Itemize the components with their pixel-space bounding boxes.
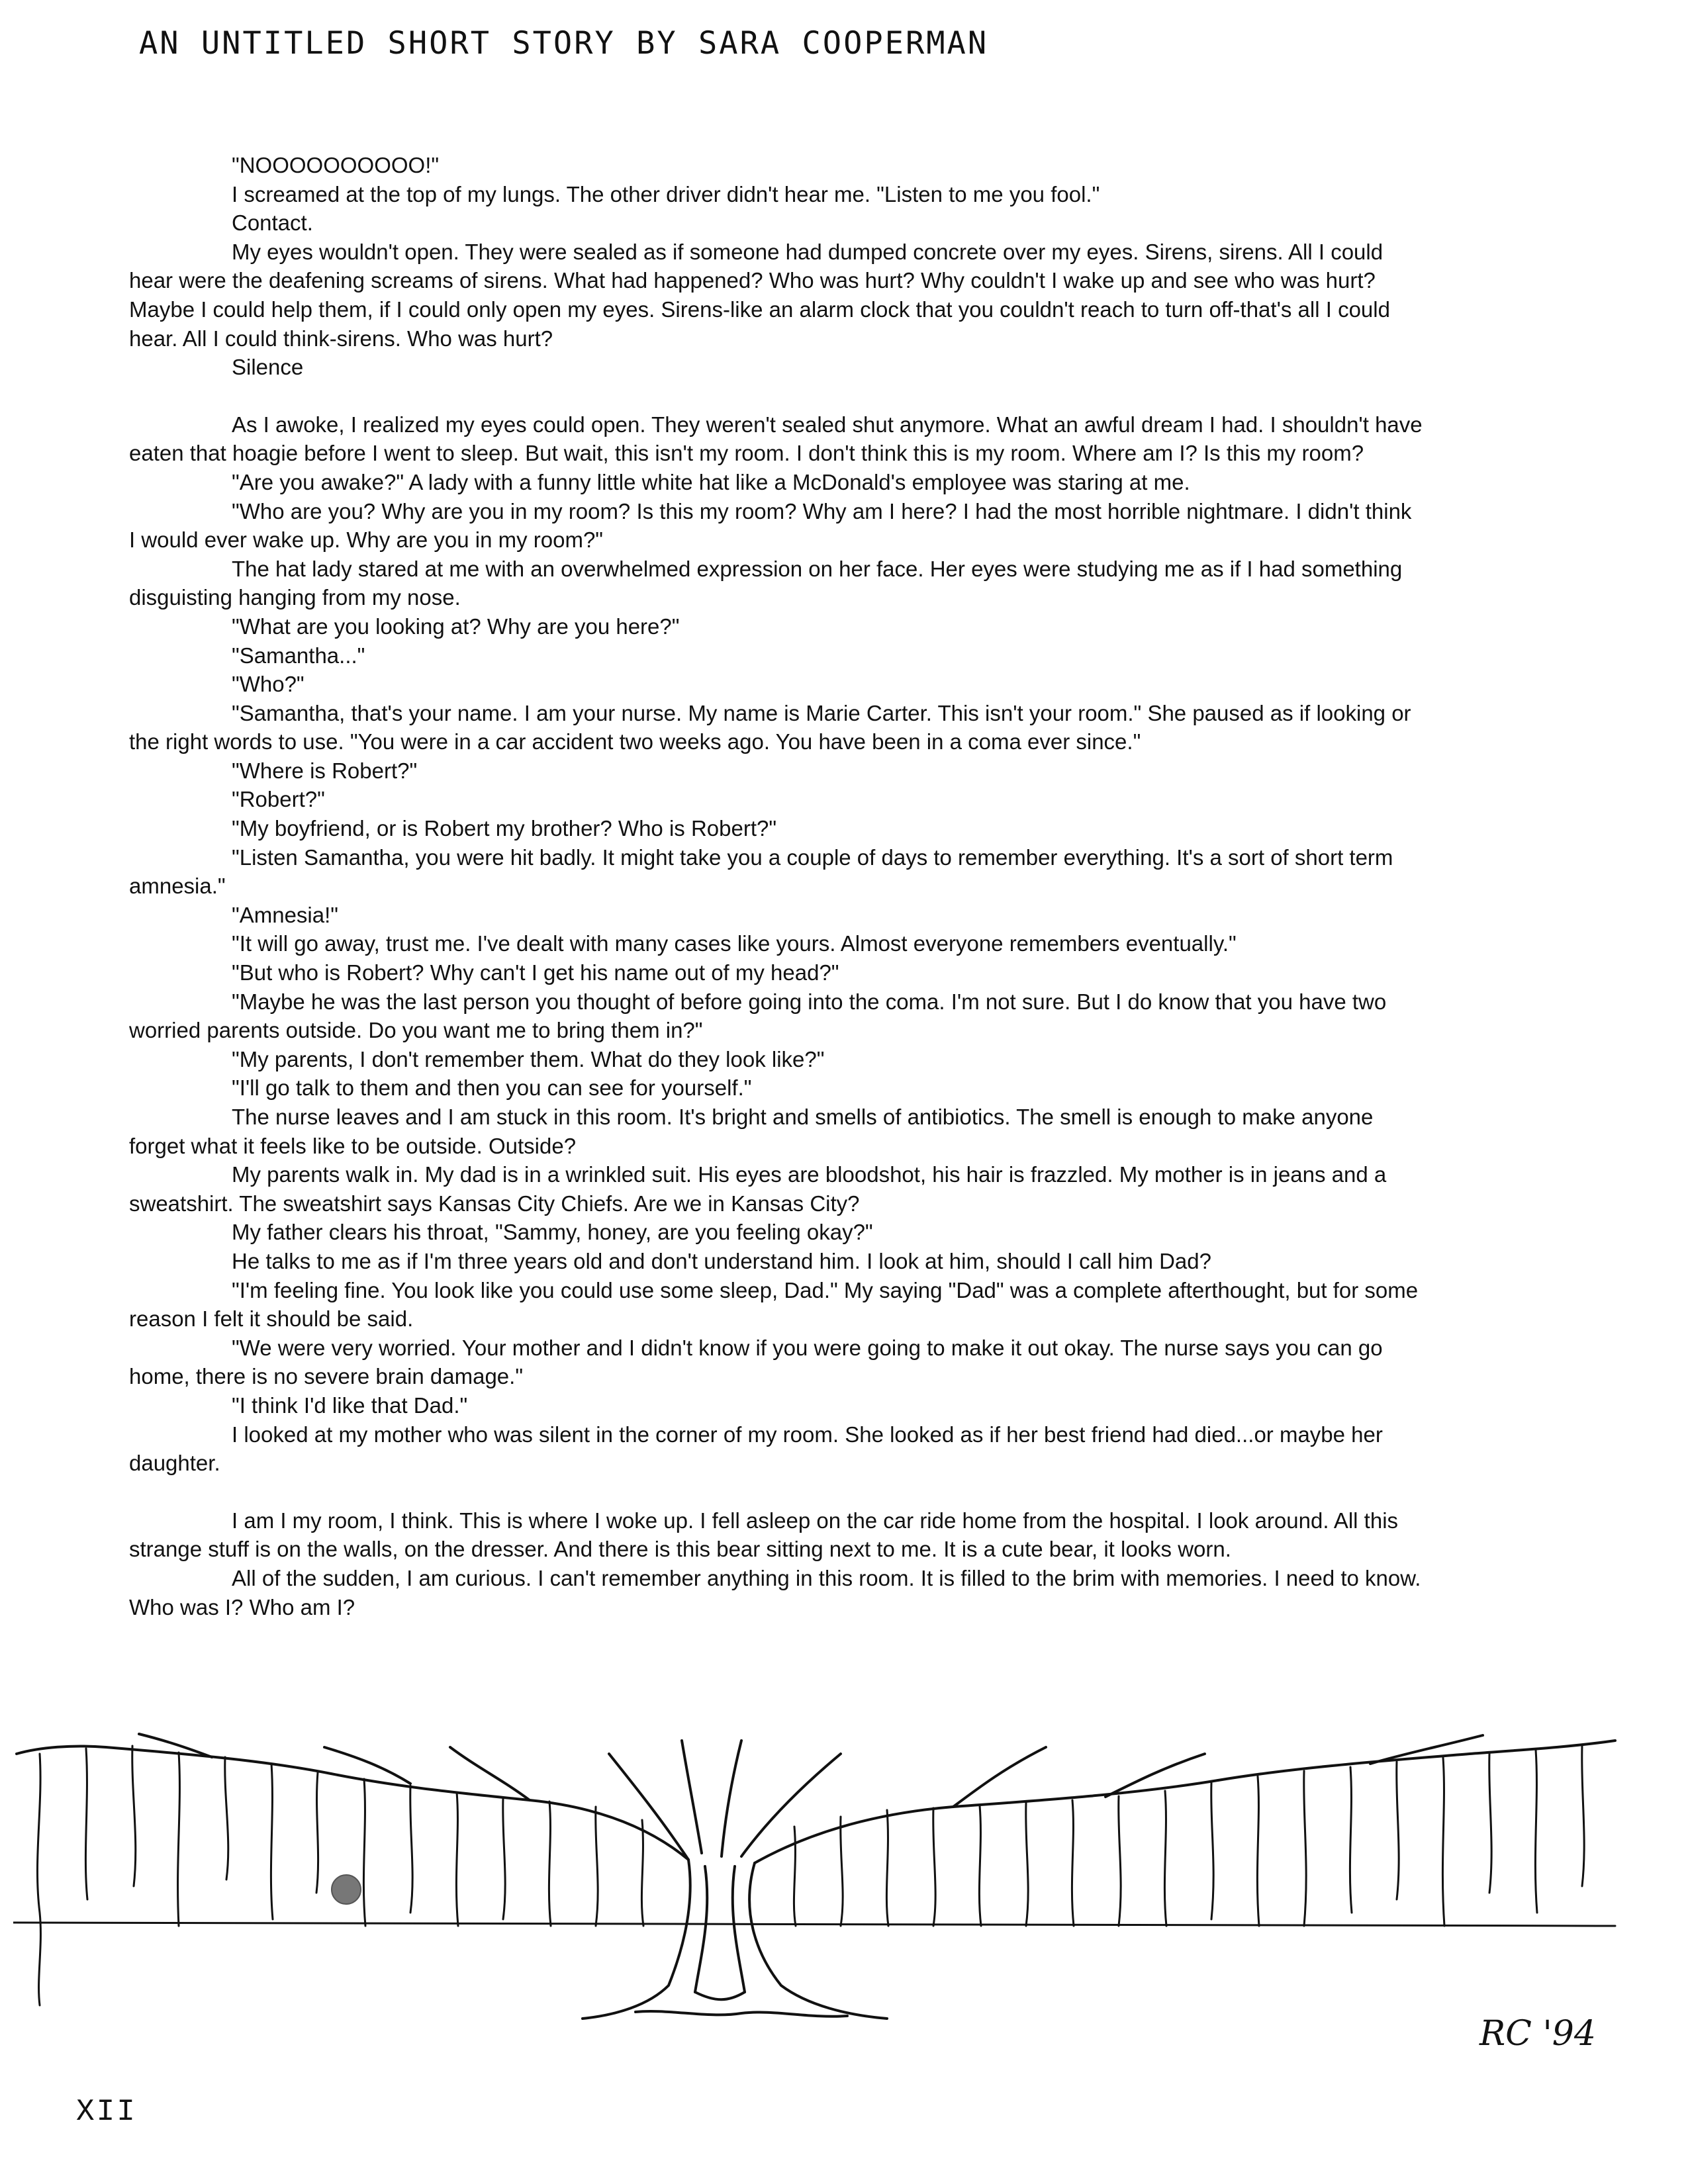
story-paragraph: "NOOOOOOOOOO!" [232, 153, 440, 177]
story-paragraph: As I awoke, I realized my eyes could open. They weren't sealed shut anymore. What an awful dream I had. I shouldn't have eaten that hoagie before I went to sleep. But wait, this isn't my room. I don't think this is my room. Where am I? Is this my room? [129, 412, 1423, 466]
story-paragraph: My eyes wouldn't open. They were sealed as if someone had dumped concrete over my eyes. Sirens, sirens. All I could hear were the deafening screams of sirens. What had happened? Who was hurt? Why couldn't I wake up and see who was hurt? Maybe I could help them, if I could only open my eyes. Sirens-like an alarm clock that you couldn't reach to turn off-that's all I could hear. All I could think-sirens. Who was hurt? [129, 239, 1390, 351]
story-paragraph: "Where is Robert?" [232, 758, 418, 783]
story-body [129, 151, 1423, 1621]
story-paragraph: "My boyfriend, or is Robert my brother? Who is Robert?" [232, 816, 777, 841]
story-paragraph: "Are you awake?" A lady with a funny little white hat like a McDonald's employee was staring at me. [232, 469, 1190, 494]
story-paragraph: "Samantha, that's your name. I am your nurse. My name is Marie Carter. This isn't your room." She paused as if looking or the right words to use. "You were in a car accident two weeks ago. You have been in a coma ever since." [129, 700, 1411, 754]
page-number: XII [76, 2095, 137, 2129]
story-paragraph: "Amnesia!" [232, 902, 338, 927]
story-paragraph: "We were very worried. Your mother and I didn't know if you were going to make it out okay. The nurse says you can go home, there is no severe brain damage." [129, 1335, 1383, 1389]
artist-signature: RC '94 [1479, 2014, 1596, 2054]
horizon-line [13, 1923, 1615, 1926]
story-paragraph: "I'll go talk to them and then you can see for yourself." [232, 1075, 752, 1101]
story-paragraph: "Listen Samantha, you were hit badly. It might take you a couple of days to remember everything. It's a sort of short term amnesia." [129, 844, 1393, 899]
page-title: AN UNTITLED SHORT STORY BY SARA COOPERMAN [139, 25, 989, 62]
story-paragraph: "My parents, I don't remember them. What do they look like?" [232, 1046, 825, 1071]
story-paragraph: My father clears his throat, "Sammy, honey, are you feeling okay?" [232, 1220, 873, 1245]
aerial-roots [37, 1746, 1584, 2005]
story-paragraph: "I'm feeling fine. You look like you could use some sleep, Dad." My saying "Dad" was a complete afterthought, but for some reason I felt it should be said. [129, 1277, 1419, 1332]
story-paragraph: "It will go away, trust me. I've dealt with many cases like yours. Almost everyone remembers eventually." [232, 931, 1237, 956]
story-paragraph: My parents walk in. My dad is in a wrinkled suit. His eyes are bloodshot, his hair is frazzled. My mother is in jeans and a sweatshirt. The sweatshirt says Kansas City Chiefs. Are we in Kansas City? [129, 1162, 1387, 1216]
story-paragraph: "Samantha..." [232, 643, 365, 668]
story-paragraph: I am I my room, I think. This is where I woke up. I fell asleep on the car ride home from the hospital. I look around. All this strange stuff is on the walls, on the dresser. And there is this bear sitting next to me. It is a cute bear, it looks worn. [129, 1508, 1399, 1562]
tree-trunk [583, 1860, 887, 2019]
story-paragraph: I looked at my mother who was silent in the corner of my room. She looked as if her best friend had died...or maybe her daughter. [129, 1422, 1383, 1476]
story-paragraph: Contact. [232, 210, 313, 236]
sun-icon [332, 1875, 361, 1904]
story-paragraph: He talks to me as if I'm three years old and don't understand him. I look at him, should I call him Dad? [232, 1248, 1211, 1273]
story-paragraph: Silence [232, 355, 304, 380]
story-paragraph: "Who?" [232, 672, 305, 697]
tree-branches [17, 1734, 1615, 1863]
banyan-tree-illustration [13, 1727, 1628, 2058]
story-paragraph: "What are you looking at? Why are you here?" [232, 614, 680, 639]
story-paragraph: "Maybe he was the last person you thought of before going into the coma. I'm not sure. But I do know that you have two worried parents outside. Do you want me to bring them in?" [129, 989, 1387, 1043]
story-paragraph: The hat lady stared at me with an overwhelmed expression on her face. Her eyes were studying me as if I had something disguisting hanging from my nose. [129, 556, 1403, 610]
story-paragraph: "Robert?" [232, 787, 325, 812]
story-paragraph: The nurse leaves and I am stuck in this room. It's bright and smells of antibiotics. The smell is enough to make anyone forget what it feels like to be outside. Outside? [129, 1105, 1374, 1158]
story-paragraph: "Who are you? Why are you in my room? Is this my room? Why am I here? I had the most horrible nightmare. I didn't think I would ever wake up. Why are you in my room?" [129, 498, 1412, 553]
story-paragraph: All of the sudden, I am curious. I can't remember anything in this room. It is filled to the brim with memories. I need to know. Who was I? Who am I? [129, 1565, 1421, 1619]
story-paragraph: "But who is Robert? Why can't I get his name out of my head?" [232, 960, 839, 985]
story-paragraph: I screamed at the top of my lungs. The other driver didn't hear me. "Listen to me you fool." [232, 181, 1100, 206]
story-paragraph: "I think I'd like that Dad." [232, 1392, 468, 1418]
